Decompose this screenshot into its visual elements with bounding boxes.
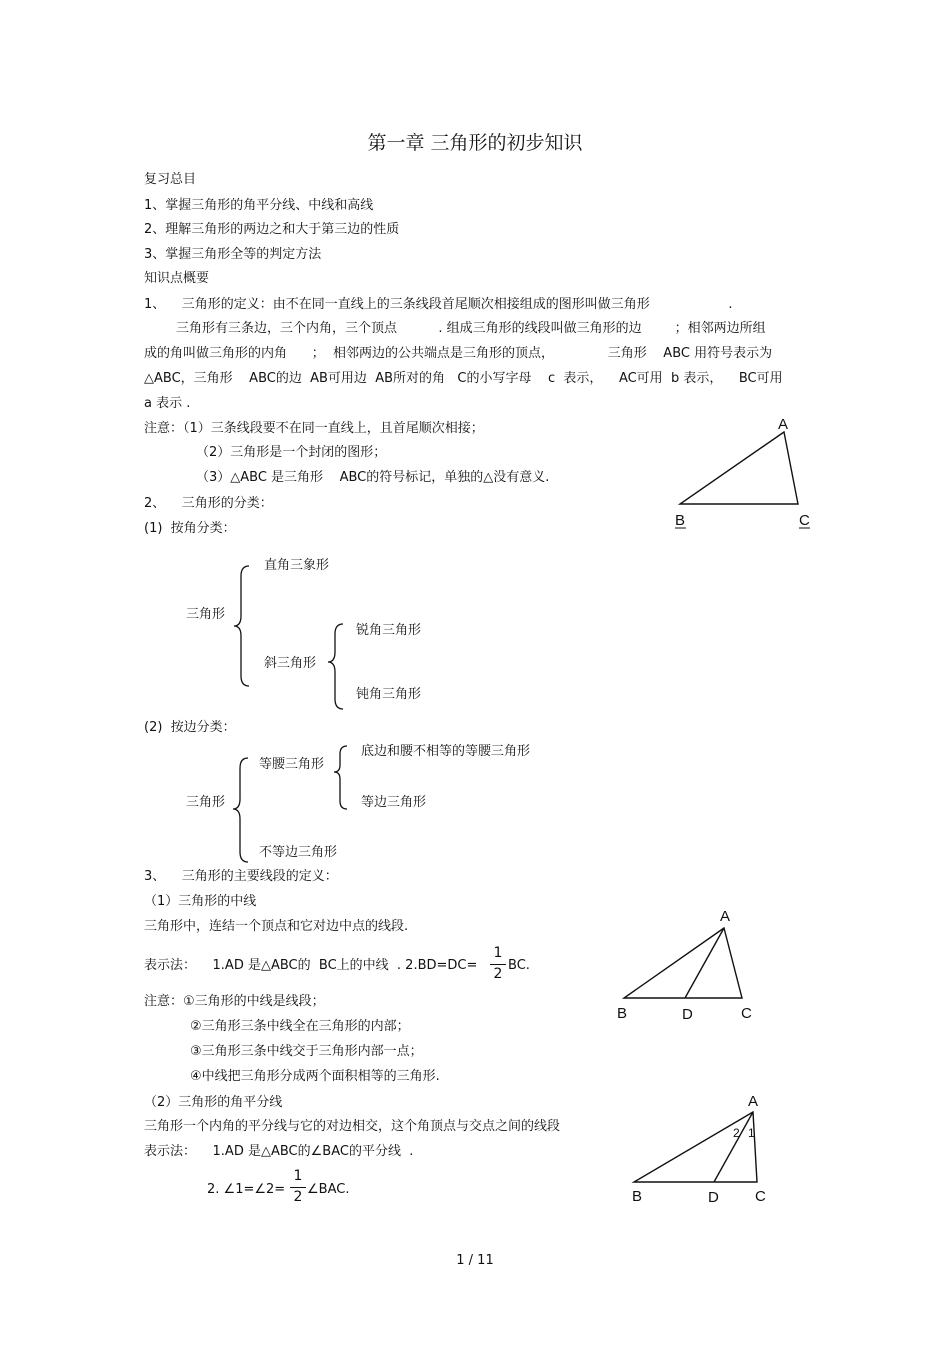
angle-label-1: 1 bbox=[748, 1126, 755, 1140]
vertex-label-b: B bbox=[617, 1005, 628, 1022]
page-title: 第一章 三角形的初步知识 bbox=[367, 132, 583, 154]
fraction-numerator: 1 bbox=[293, 1168, 303, 1184]
by-angle-heading: (1) 按角分类： bbox=[144, 521, 236, 536]
median-note-2: ②三角形三条中线全在三角形的内部； bbox=[190, 1019, 410, 1034]
side-root-label: 三角形 bbox=[186, 795, 226, 810]
point-label-d: D bbox=[708, 1189, 719, 1206]
definition-line-1: 1、 三角形的定义：由不在同一直线上的三条线段首尾顺次相接组成的图形叫做三角形 . bbox=[144, 297, 733, 312]
median-expression-tail: BC. bbox=[508, 958, 530, 973]
bisector-triangle-figure bbox=[634, 1112, 757, 1182]
note-3: （3）△ABC 是三角形 ABC的符号标记，单独的△没有意义. bbox=[196, 470, 550, 485]
side-equilateral: 等边三角形 bbox=[361, 795, 427, 810]
bisector-expression-2: 2. ∠1=∠2= bbox=[207, 1182, 286, 1197]
angle-acute-triangle: 锐角三角形 bbox=[356, 623, 422, 638]
definition-line-2: 三角形有三条边，三个内角，三个顶点 . 组成三角形的线段叫做三角形的边 ；相邻两边所组 bbox=[176, 321, 766, 336]
median-definition: 三角形中，连结一个顶点和它对边中点的线段. bbox=[144, 919, 409, 934]
review-item-3: 3、掌握三角形全等的判定方法 bbox=[144, 247, 322, 262]
point-label-d: D bbox=[682, 1006, 693, 1023]
fraction-numerator: 1 bbox=[493, 945, 503, 961]
median-expression: 表示法： 1.AD 是△ABC的 BC上的中线 . 2.BD=DC= bbox=[144, 958, 478, 973]
angle-right-triangle: 直角三象形 bbox=[264, 558, 330, 573]
bisector-segment-ad bbox=[714, 1112, 753, 1182]
vertex-label-c: C bbox=[755, 1188, 766, 1205]
classification-heading: 2、 三角形的分类： bbox=[144, 496, 273, 511]
fraction-denominator: 2 bbox=[493, 966, 503, 982]
brace-angle-outer bbox=[234, 566, 249, 686]
side-scalene: 不等边三角形 bbox=[259, 845, 338, 860]
definition-line-4: △ABC，三角形 ABC的边 AB可用边 AB所对的角 C的小写字母 c 表示， AC可用 b 表示， BC可用 bbox=[144, 371, 783, 386]
overview-heading: 知识点概要 bbox=[144, 271, 210, 286]
median-note-3: ③三角形三条中线交于三角形内部一点； bbox=[190, 1044, 423, 1059]
review-heading: 复习总目 bbox=[144, 172, 197, 187]
side-iso-non-equilateral: 底边和腰不相等的等腰三角形 bbox=[361, 744, 531, 759]
median-heading: （1）三角形的中线 bbox=[144, 894, 257, 909]
review-item-1: 1、掌握三角形的角平分线、中线和高线 bbox=[144, 198, 374, 213]
bisector-definition: 三角形一个内角的平分线与它的对边相交，这个角顶点与交点之间的线段 bbox=[144, 1119, 561, 1134]
review-item-2: 2、理解三角形的两边之和大于第三边的性质 bbox=[144, 222, 400, 237]
triangle-abc-figure bbox=[680, 432, 798, 504]
definition-line-5: a 表示 . bbox=[144, 396, 191, 411]
segments-heading: 3、 三角形的主要线段的定义： bbox=[144, 869, 338, 884]
angle-label-2: 2 bbox=[733, 1126, 740, 1140]
brace-angle-inner bbox=[328, 624, 343, 709]
vertex-label-a: A bbox=[748, 1093, 759, 1110]
side-isosceles: 等腰三角形 bbox=[259, 757, 325, 772]
vertex-label-c: C bbox=[799, 512, 810, 529]
vertex-label-a: A bbox=[720, 908, 731, 925]
vertex-label-c: C bbox=[741, 1005, 752, 1022]
vertex-label-b: B bbox=[675, 512, 686, 529]
median-segment-ad bbox=[685, 928, 724, 998]
by-side-heading: (2) 按边分类： bbox=[144, 720, 236, 735]
angle-root-label: 三角形 bbox=[186, 607, 226, 622]
bisector-expression-2-tail: ∠BAC. bbox=[307, 1182, 350, 1197]
note-2: （2）三角形是一个封闭的图形； bbox=[196, 445, 387, 460]
vertex-label-a: A bbox=[778, 416, 789, 433]
vertex-label-b: B bbox=[632, 1188, 643, 1205]
angle-obtuse-triangle: 钝角三角形 bbox=[356, 687, 422, 702]
angle-oblique-triangle: 斜三角形 bbox=[264, 656, 317, 671]
bisector-heading: （2）三角形的角平分线 bbox=[144, 1095, 283, 1110]
median-note-4: ④中线把三角形分成两个面积相等的三角形. bbox=[190, 1069, 440, 1084]
median-triangle-figure bbox=[624, 928, 742, 998]
brace-side-inner bbox=[334, 746, 347, 809]
definition-line-3: 成的角叫做三角形的内角 ； 相邻两边的公共端点是三角形的顶点， 三角形 ABC 用符号表示为 bbox=[144, 346, 773, 361]
bisector-expression-1: 表示法： 1.AD 是△ABC的∠BAC的平分线 . bbox=[144, 1144, 414, 1159]
page-number: 1 / 11 bbox=[456, 1253, 494, 1268]
fraction-denominator: 2 bbox=[293, 1189, 303, 1205]
note-1: 注意：（1）三条线段要不在同一直线上，且首尾顺次相接； bbox=[144, 421, 484, 436]
brace-side-outer bbox=[233, 758, 248, 862]
median-note-1: 注意：①三角形的中线是线段； bbox=[144, 994, 325, 1009]
